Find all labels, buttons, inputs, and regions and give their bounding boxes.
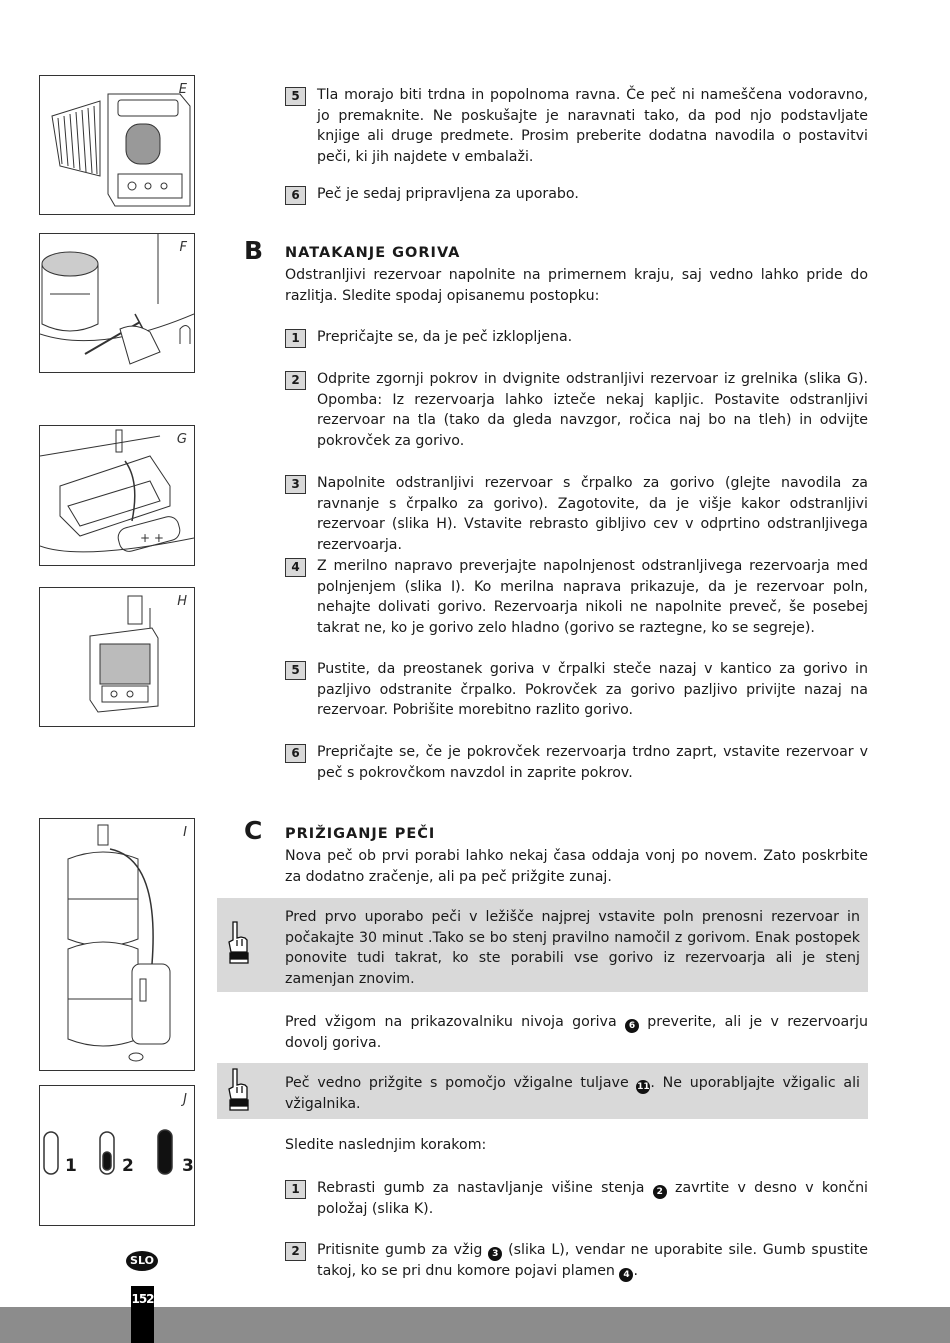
tank-gauge-illustration — [40, 819, 194, 1070]
figure-label: I — [183, 825, 187, 840]
section-b-step-4 — [285, 556, 868, 639]
step-number: 1 — [285, 329, 306, 348]
step-top-5 — [285, 85, 868, 168]
step-number: 1 — [285, 1180, 306, 1199]
figure-j — [39, 1085, 195, 1226]
step-top-6 — [285, 184, 868, 205]
text-part: preverite, ali je v rezervoarju dovolj goriva. — [285, 1014, 868, 1051]
text-part: Rebrasti gumb za nastavljanje višine stenja — [317, 1180, 653, 1196]
svg-text:+ +: + + — [140, 531, 164, 545]
indicator-label-1: 1 — [65, 1156, 77, 1176]
text-part: Peč vedno prižgite s pomočjo vžigalne tuljave — [285, 1075, 637, 1091]
step-number: 5 — [285, 87, 306, 106]
tank-removal-illustration — [40, 426, 194, 565]
step-text: Pustite, da preostanek goriva v črpalki steče nazaj v kantico za gorivo in pazljivo odstranite črpalko. Pokrovček za gorivo pazljivo privijte nazaj na rezervoar. Pobrišite morebitno razlito gorivo. — [317, 661, 868, 719]
step-number: 6 — [285, 744, 306, 763]
step-text: Napolnite odstranljivi rezervoar s črpalko za gorivo (glejte navodila za ravnanje s črpalko za gorivo). Zagotovite, da je višje kakor odstranljivi rezervoar (slika H). Vstavite rebrasto gibljivo cev v odprtino odstranljivega rezervoarja. — [317, 475, 868, 554]
section-b-step-3 — [285, 473, 868, 556]
page-number: 152 — [131, 1292, 154, 1306]
note-text: Pred prvo uporabo peči v ležišče najprej vstavite poln prenosni rezervoar in počakajte 30 minut .Tako se bo stenj pravilno namočil z gorivom. Enak postopek ponovite tudi takrat, ko ste porabili vse gorivo iz rezervoarja ali je stenj zamenjan znovim. — [285, 909, 860, 988]
text-part: zavrtite v desno v končni položaj (slika K). — [317, 1180, 869, 1217]
figure-i — [39, 818, 195, 1071]
pointing-hand-icon — [223, 920, 251, 964]
figure-h — [39, 587, 195, 727]
step-number: 3 — [285, 475, 306, 494]
reference-number: 3 — [488, 1247, 502, 1261]
section-b-step-2 — [285, 369, 868, 452]
reference-number: 11 — [637, 1082, 650, 1092]
step-text: Z merilno napravo preverjajte napolnjenost odstranljivega rezervoarja med polnjenjem (slika I). Ko merilna naprava prikazuje, da je rezervoar poln, nehajte dolivati gorivo. Rezervoarja nikoli ne napolnite preveč, še posebej takrat ne, ko je gorivo zelo hladno (gorivo se raztegne, ko se segreje). — [317, 558, 868, 637]
language-badge: SLO — [126, 1251, 158, 1271]
step-text: Prepričajte se, če je pokrovček rezervoarja trdno zaprt, vstavite rezervoar v peč s pokrovčkom navzdol in zaprite pokrov. — [317, 744, 868, 781]
section-b-title: NATAKANJE GORIVA — [285, 245, 461, 261]
section-b-step-6 — [285, 742, 868, 783]
text-part: . — [633, 1263, 638, 1279]
figure-f — [39, 233, 195, 373]
follow-steps: Sledite naslednjim korakom: — [285, 1137, 487, 1153]
figure-label: E — [178, 82, 187, 97]
section-c-step-1 — [285, 1178, 868, 1220]
step-text: Tla morajo biti trdna in popolnoma ravna. Če peč ni nameščena vodoravno, jo premaknite. Ne poskušajte je naravnati tako, da pod njo podstavljate knjige ali druge predmete. Prosim preberite dodatna navodila o postavitvi peči, ki jih najdete v embalaži. — [317, 87, 868, 166]
fuel-level-indicators — [40, 1086, 194, 1225]
section-b-step-1 — [285, 327, 868, 348]
section-c-intro: Nova peč ob prvi porabi lahko nekaj časa oddaja vonj po novem. Zato poskrbite za dodatno zračenje, ali pa peč prižgite zunaj. — [285, 848, 868, 885]
step-text: Odprite zgornji pokrov in dvignite odstranljivi rezervoar iz grelnika (slika G). Opomba: Iz rezervoarja lahko izteče nekaj kapljic. Postavite odstranljivi rezervoar na tla (tako da gleda navzgor, ročica naj bo na tleh) in odvijte pokrovček za gorivo. — [317, 371, 868, 450]
step-number: 2 — [285, 1242, 306, 1261]
pointing-hand-icon — [223, 1067, 251, 1111]
figure-g — [39, 425, 195, 566]
indicator-label-2: 2 — [122, 1156, 134, 1176]
step-number: 5 — [285, 661, 306, 680]
figure-label: G — [176, 432, 187, 447]
figure-label: F — [179, 240, 187, 255]
indicator-label-3: 3 — [182, 1156, 194, 1176]
section-c-letter: C — [244, 816, 263, 845]
text-part: (slika L), vendar ne uporabite sile. Gumb spustite takoj, ko se pri dnu komore pojavi plamen — [317, 1242, 869, 1279]
step-text: Prepričajte se, da je peč izklopljena. — [317, 329, 573, 345]
section-b-intro: Odstranljivi rezervoar napolnite na primernem kraju, saj vedno lahko pride do razlitja. Sledite spodaj opisanemu postopku: — [285, 267, 868, 304]
figure-e — [39, 75, 195, 215]
text-part: . Ne uporabljajte vžigalic ali vžigalnika. — [285, 1075, 860, 1112]
note-ignition — [217, 1063, 868, 1119]
reference-number: 2 — [653, 1185, 667, 1199]
section-b-step-5 — [285, 659, 868, 721]
reference-number: 4 — [619, 1268, 633, 1282]
reference-number: 6 — [625, 1019, 639, 1033]
step-text: Peč je sedaj pripravljena za uporabo. — [317, 186, 579, 202]
wick-adjustment-illustration — [40, 234, 194, 372]
note-first-use — [217, 898, 868, 992]
pump-filling-illustration — [40, 588, 194, 726]
text-part: Pred vžigom na prikazovalniku nivoja goriva — [285, 1014, 625, 1030]
figure-label: J — [183, 1092, 187, 1107]
step-number: 6 — [285, 186, 306, 205]
section-c-title: PRIŽIGANJE PEČI — [285, 826, 436, 842]
figure-label: H — [177, 594, 187, 609]
fuel-level-check — [285, 1012, 868, 1054]
section-b-letter: B — [244, 236, 264, 265]
step-text — [317, 1178, 868, 1220]
section-c-step-2 — [285, 1240, 868, 1282]
step-number: 4 — [285, 558, 306, 577]
heater-grille-illustration — [40, 76, 194, 214]
text-part: Pritisnite gumb za vžig — [317, 1242, 489, 1258]
note-text — [285, 1073, 860, 1115]
step-number: 2 — [285, 371, 306, 390]
step-text — [317, 1240, 868, 1282]
